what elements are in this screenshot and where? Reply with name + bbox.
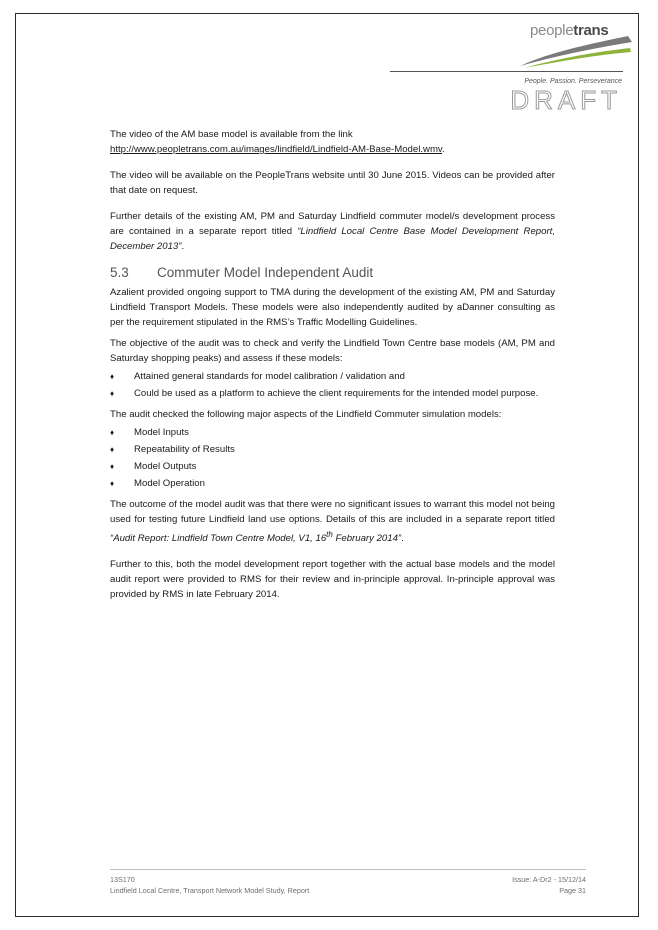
objective-bullet-list [110,369,555,401]
paragraph-further-details [110,209,555,254]
list-item: ♦ Attained general standards for model calibration / validation and [110,371,405,382]
diamond-bullet-icon: ♦ [110,372,115,381]
footer-page-number: Page 31 [559,886,586,895]
paragraph-outcome [110,497,555,546]
paragraph-video [110,127,555,157]
diamond-bullet-icon: ♦ [110,462,115,471]
diamond-bullet-icon: ♦ [110,428,115,437]
paragraph-audit-aspects: The audit checked the following major aspects of the Lindfield Commuter simulation models: [110,409,502,420]
logo-swoosh-icon [510,22,635,72]
section-heading [110,264,555,282]
footer-report-title: Lindfield Local Centre, Transport Network Model Study, Report [110,886,310,895]
aspects-bullet-list [110,425,555,491]
list-item: ♦ Model Operation [110,478,205,489]
list-item: ♦ Repeatability of Results [110,444,235,455]
outcome-end: . [401,533,404,545]
peopletrans-logo [510,22,635,72]
footer-issue: Issue: A-Dr2 - 15/12/14 [512,875,586,884]
tagline: People. Passion. Perseverance [524,78,622,85]
video-link[interactable]: http://www.peopletrans.com.au/images/lindfield/Lindfield-AM-Base-Model.wmv [110,144,443,155]
list-item: ♦ Could be used as a platform to achieve the client requirements for the intended model purpose. [110,388,539,399]
paragraph-availability: The video will be available on the PeopleTrans website until 30 June 2015. Videos can be provided after that date on request. [110,170,555,196]
footer-right [512,874,586,896]
logo-text-trans: trans [573,22,609,39]
video-intro-text: The video of the AM base model is available from the link [110,129,353,140]
further-details-report-title: “Lindfield Local Centre Base Model Development Report, December 2013” [110,226,555,252]
footer-project-code: 13S170 [110,875,135,884]
outcome-report-title: “Audit Report: Lindfield Town Centre Model, V1, 16th February 2014” [110,530,402,545]
list-item: ♦ Model Inputs [110,427,189,438]
section-title: Commuter Model Independent Audit [157,265,374,280]
diamond-bullet-icon: ♦ [110,389,115,398]
diamond-bullet-icon: ♦ [110,479,115,488]
footer-left [110,874,309,896]
header-rule [390,71,623,72]
diamond-bullet-icon: ♦ [110,445,115,454]
section-number: 5.3 [110,265,129,280]
further-details-end: . [181,241,185,252]
video-link-end: . [442,144,445,155]
further-details-text: Further details of the existing AM, PM and Saturday Lindfield commuter model/s development process are contained in a separate report titled [110,211,555,237]
logo-text-people: people [530,22,574,39]
paragraph-objective: The objective of the audit was to check and verify the Lindfield Town Centre base models (AM, PM and Saturday shopping peaks) and assess if these models: [110,338,555,364]
footer-rule [110,869,586,870]
draft-watermark: DRAFT [510,85,622,115]
list-item: ♦ Model Outputs [110,461,197,472]
paragraph-azalient: Azalient provided ongoing support to TMA during the development of the existing AM, PM and Saturday Lindfield Transport Models. These models were also independently audited by aDanner consulting as per the requirement stipulated in the RMS’s Traffic Modelling Guidelines. [110,287,555,328]
outcome-text: The outcome of the model audit was that there were no significant issues to warrant this model not being used for testing future Lindfield land use options. Details of this are included in a separate report titled [110,499,555,525]
paragraph-approval: Further to this, both the model development report together with the actual base models and the model audit report were provided to RMS for their review and in-principle approval. In-principle approval was provided by RMS in late February 2014. [110,559,555,601]
document-body [110,127,555,602]
